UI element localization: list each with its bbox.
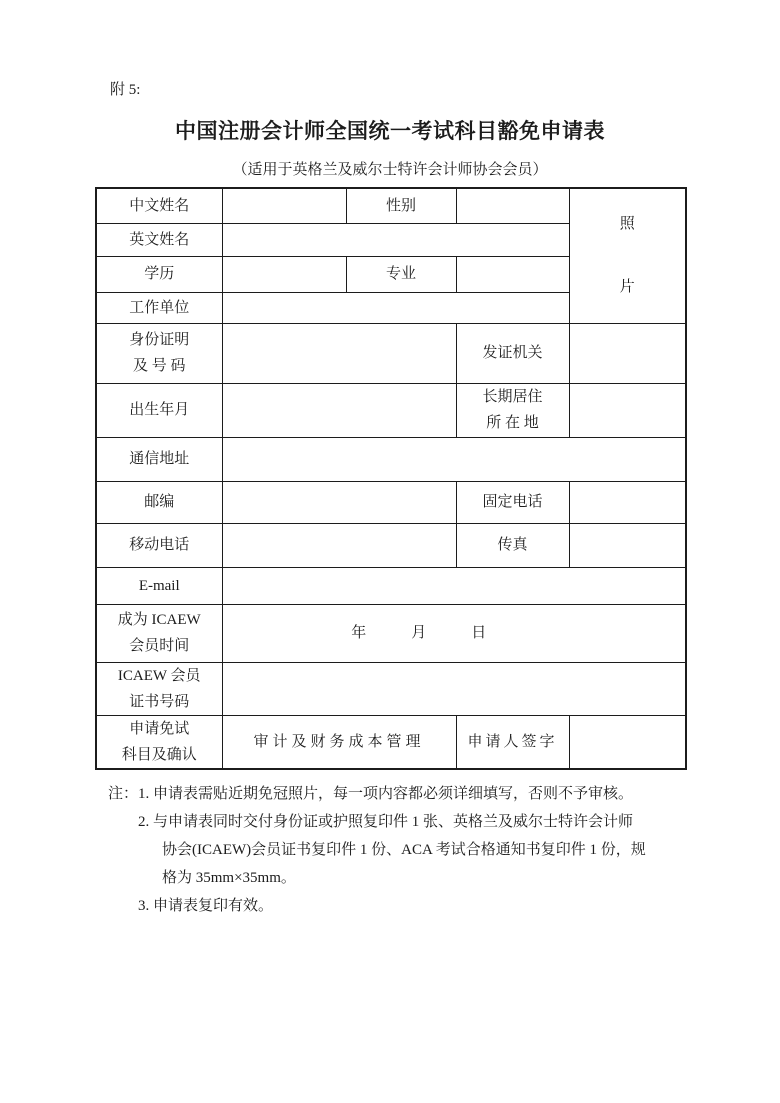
page-subtitle: （适用于英格兰及威尔士特许会计师协会会员） <box>232 162 548 178</box>
note-line-5: 3. 申请表复印有效。 <box>138 898 274 914</box>
note-line-1: 注：1. 申请表需贴近期免冠照片，每一项内容都必须详细填写，否则不予审核。 <box>108 780 646 808</box>
notes-section <box>108 780 646 920</box>
exempt-subjects-text: 审计及财务成本管理 <box>222 715 456 769</box>
label-fax: 传真 <box>456 523 569 567</box>
input-chinese-name[interactable] <box>222 188 346 223</box>
input-id-number[interactable] <box>222 323 456 383</box>
attachment-label: 附 5: <box>110 82 141 98</box>
label-cert-number: ICAEW 会员 证书号码 <box>96 662 222 715</box>
note-line-2: 2. 与申请表同时交付身份证或护照复印件 1 张、英格兰及威尔士特许会计师 <box>138 814 634 830</box>
input-mailing-address[interactable] <box>222 437 686 481</box>
photo-label-bottom: 片 <box>619 279 635 296</box>
label-email: E-mail <box>96 567 222 604</box>
input-cert-number[interactable] <box>222 662 686 715</box>
label-issuing-authority: 发证机关 <box>456 323 569 383</box>
note-line-3: 协会(ICAEW)会员证书复印件 1 份、ACA 考试合格通知书复印件 1 份，规 <box>162 842 646 858</box>
label-major: 专业 <box>346 256 456 292</box>
note-line-4: 格为 35mm×35mm。 <box>162 870 296 886</box>
label-applicant-signature: 申请人签字 <box>456 715 569 769</box>
input-member-since-date[interactable]: 年 月 日 <box>222 604 686 662</box>
label-exemption-subjects: 申请免试 科目及确认 <box>96 715 222 769</box>
input-fax[interactable] <box>569 523 686 567</box>
input-mobile[interactable] <box>222 523 456 567</box>
input-email[interactable] <box>222 567 686 604</box>
input-postal-code[interactable] <box>222 481 456 523</box>
photo-label-top: 照 <box>619 216 635 233</box>
label-mailing-address: 通信地址 <box>96 437 222 481</box>
label-gender: 性别 <box>346 188 456 223</box>
label-residence: 长期居住 所 在 地 <box>456 383 569 437</box>
input-issuing-authority[interactable] <box>569 323 686 383</box>
input-applicant-signature[interactable] <box>569 715 686 769</box>
notes-prefix: 注： <box>108 786 139 802</box>
label-postal-code: 邮编 <box>96 481 222 523</box>
label-english-name: 英文姓名 <box>96 223 222 256</box>
input-education[interactable] <box>222 256 346 292</box>
input-english-name[interactable] <box>222 223 569 256</box>
label-landline: 固定电话 <box>456 481 569 523</box>
label-mobile: 移动电话 <box>96 523 222 567</box>
label-birth-date: 出生年月 <box>96 383 222 437</box>
photo-cell <box>569 188 686 323</box>
label-chinese-name: 中文姓名 <box>96 188 222 223</box>
page-title: 中国注册会计师全国统一考试科目豁免申请表 <box>175 119 605 143</box>
input-landline[interactable] <box>569 481 686 523</box>
input-gender[interactable] <box>456 188 569 223</box>
application-form-table <box>95 187 687 770</box>
label-id-number: 身份证明 及 号 码 <box>96 323 222 383</box>
label-education: 学历 <box>96 256 222 292</box>
input-major[interactable] <box>456 256 569 292</box>
input-birth-date[interactable] <box>222 383 456 437</box>
input-employer[interactable] <box>222 292 569 323</box>
label-employer: 工作单位 <box>96 292 222 323</box>
label-member-since: 成为 ICAEW 会员时间 <box>96 604 222 662</box>
input-residence[interactable] <box>569 383 686 437</box>
